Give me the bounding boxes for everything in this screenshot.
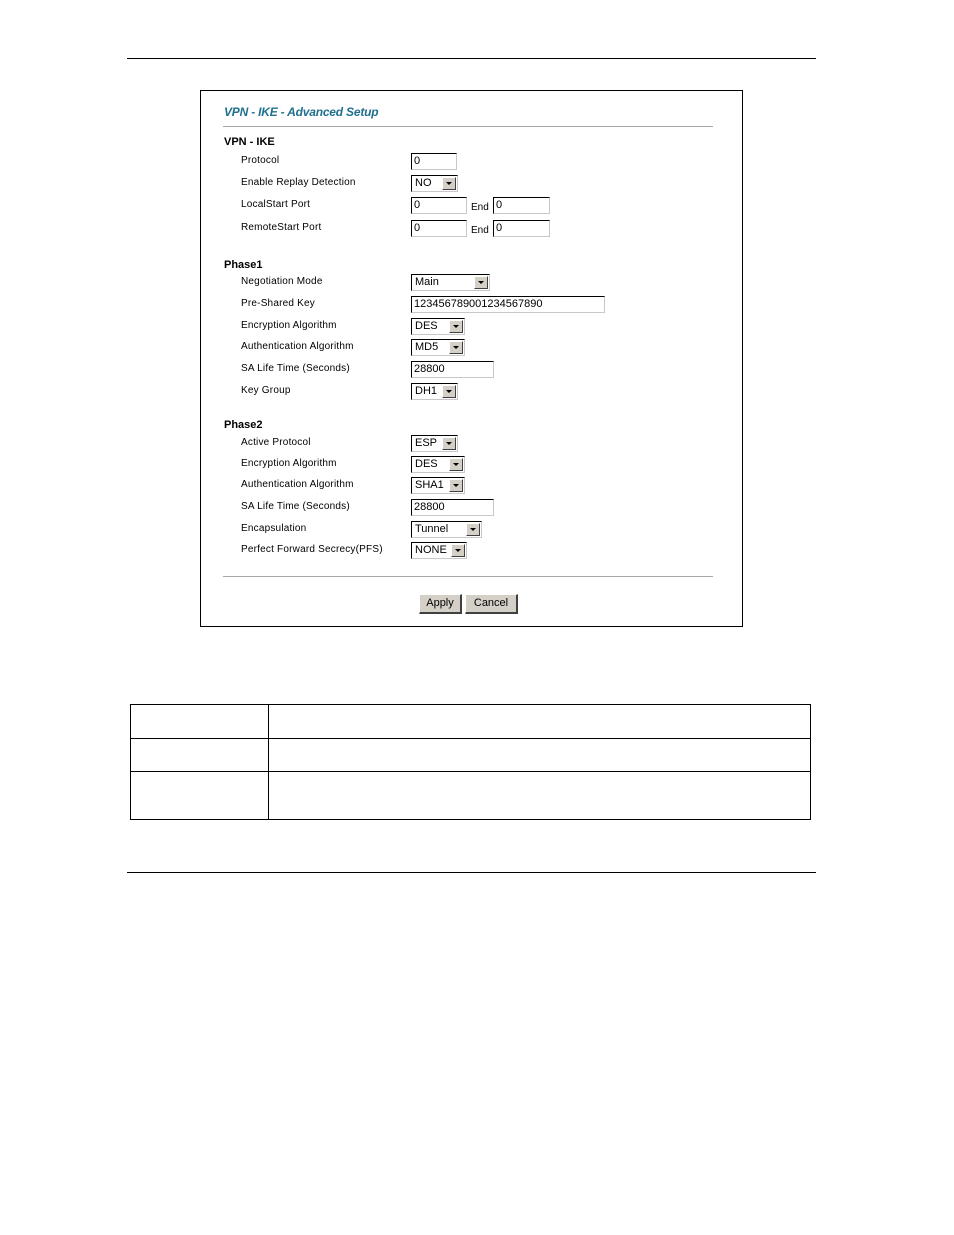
chevron-down-icon[interactable] [466, 523, 480, 536]
section-vpn-ike: VPN - IKE [224, 136, 275, 148]
phase1-sa-lifetime-input[interactable]: 28800 [411, 361, 494, 378]
vpn-ike-advanced-panel [200, 90, 743, 627]
section-phase2: Phase2 [224, 419, 263, 431]
bottom-divider [223, 576, 713, 577]
page-title: VPN - IKE - Advanced Setup [224, 105, 379, 119]
phase1-encryption-label: Encryption Algorithm [241, 320, 337, 331]
remote-start-port-label: RemoteStart Port [241, 222, 322, 233]
phase2-encryption-label: Encryption Algorithm [241, 458, 337, 469]
top-rule [127, 58, 816, 59]
protocol-input[interactable]: 0 [411, 153, 457, 170]
chevron-down-icon[interactable] [449, 320, 463, 333]
key-group-label: Key Group [241, 385, 291, 396]
phase1-sa-lifetime-label: SA Life Time (Seconds) [241, 363, 350, 374]
apply-button[interactable]: Apply [419, 594, 462, 614]
negotiation-mode-select[interactable] [411, 274, 490, 291]
replay-detection-value: NO [415, 177, 432, 189]
chevron-down-icon[interactable] [449, 479, 463, 492]
chevron-down-icon[interactable] [442, 437, 456, 450]
phase2-encryption-value: DES [415, 458, 438, 470]
bottom-rule [127, 872, 816, 873]
local-start-port-input[interactable]: 0 [411, 197, 467, 214]
title-divider [223, 126, 713, 127]
chevron-down-icon[interactable] [449, 341, 463, 354]
active-protocol-select[interactable] [411, 435, 458, 452]
phase2-authentication-value: SHA1 [415, 479, 444, 491]
chevron-down-icon[interactable] [474, 276, 488, 289]
pre-shared-key-input[interactable]: 12345678900123456789​0 [411, 296, 605, 313]
remote-end-port-input[interactable]: 0 [493, 220, 550, 237]
key-group-value: DH1 [415, 385, 438, 397]
chevron-down-icon[interactable] [449, 458, 463, 471]
active-protocol-value: ESP [415, 437, 438, 449]
phase2-authentication-label: Authentication Algorithm [241, 479, 354, 490]
chevron-down-icon[interactable] [451, 544, 465, 557]
pfs-label: Perfect Forward Secrecy(PFS) [241, 544, 383, 555]
chevron-down-icon[interactable] [442, 385, 456, 398]
pre-shared-key-label: Pre-Shared Key [241, 298, 315, 309]
table-row-divider [131, 738, 810, 739]
pfs-value: NONE [415, 544, 447, 556]
negotiation-mode-label: Negotiation Mode [241, 276, 323, 287]
replay-detection-select[interactable] [411, 175, 458, 192]
phase2-encryption-select[interactable] [411, 456, 465, 473]
phase1-authentication-select[interactable] [411, 339, 465, 356]
encapsulation-select[interactable] [411, 521, 482, 538]
cancel-button[interactable]: Cancel [465, 594, 518, 614]
pfs-select[interactable] [411, 542, 467, 559]
phase1-authentication-value: MD5 [415, 341, 439, 353]
chevron-down-icon[interactable] [442, 177, 456, 190]
encapsulation-label: Encapsulation [241, 523, 307, 534]
key-group-select[interactable] [411, 383, 458, 400]
phase1-encryption-select[interactable] [411, 318, 465, 335]
active-protocol-label: Active Protocol [241, 437, 311, 448]
section-phase1: Phase1 [224, 259, 263, 271]
protocol-label: Protocol [241, 155, 280, 166]
phase2-sa-lifetime-input[interactable]: 28800 [411, 499, 494, 516]
phase1-authentication-label: Authentication Algorithm [241, 341, 354, 352]
description-table [130, 704, 811, 820]
encapsulation-value: Tunnel [415, 523, 449, 535]
table-column-divider [268, 705, 269, 819]
table-row-divider [131, 771, 810, 772]
remote-end-label: End [471, 225, 489, 236]
replay-detection-label: Enable Replay Detection [241, 177, 356, 188]
phase1-encryption-value: DES [415, 320, 438, 332]
local-end-port-input[interactable]: 0 [493, 197, 550, 214]
local-start-port-label: LocalStart Port [241, 199, 311, 210]
remote-start-port-input[interactable]: 0 [411, 220, 467, 237]
negotiation-mode-value: Main [415, 276, 439, 288]
phase2-sa-lifetime-label: SA Life Time (Seconds) [241, 501, 350, 512]
phase2-authentication-select[interactable] [411, 477, 465, 494]
local-end-label: End [471, 202, 489, 213]
